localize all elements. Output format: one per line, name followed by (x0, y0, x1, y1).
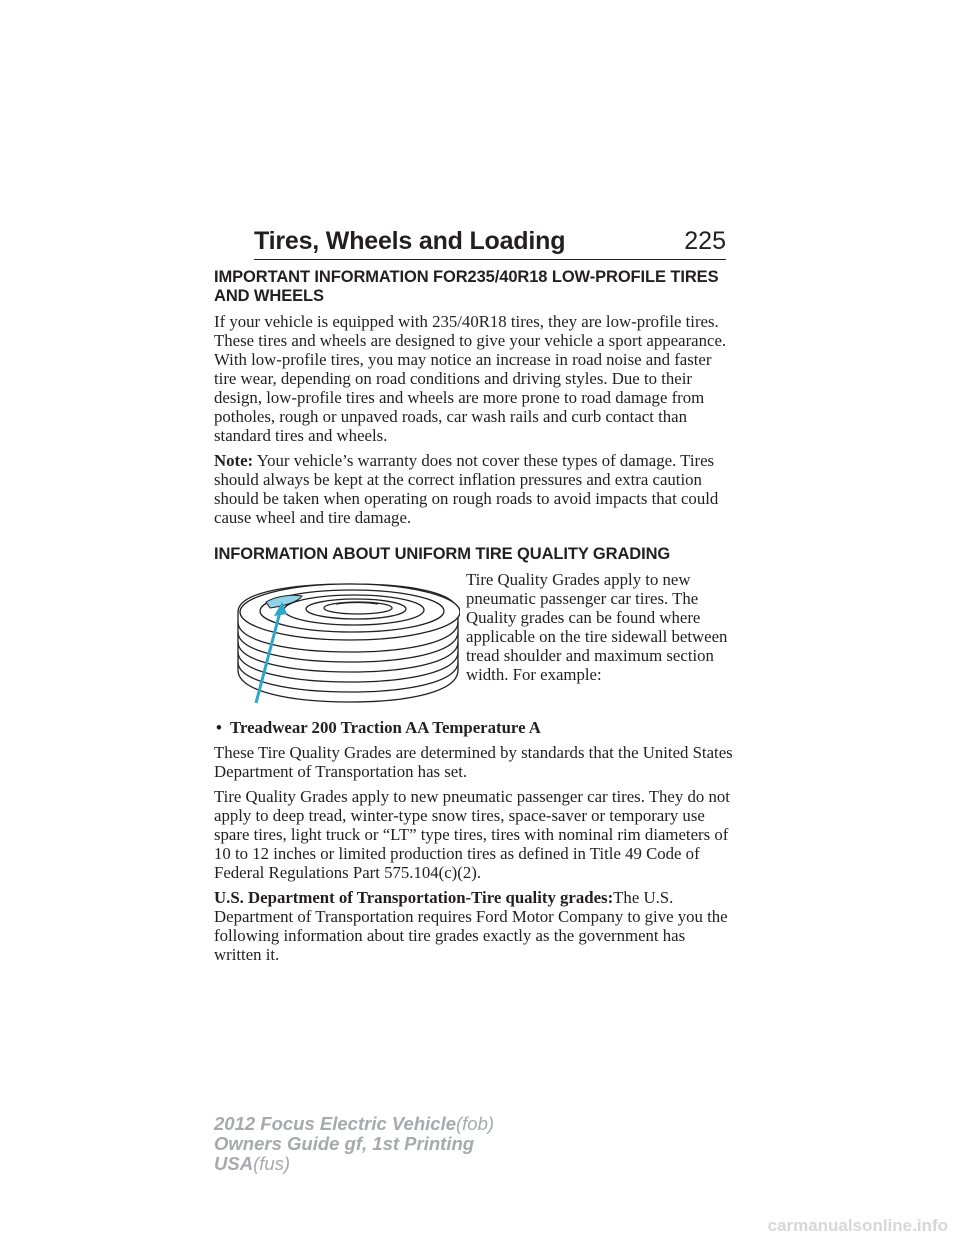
page-footer (214, 1114, 494, 1174)
watermark-text: carmanualsonline.info (767, 1216, 948, 1235)
dot-requirements-paragraph (214, 888, 734, 964)
bullet-icon: • (216, 718, 222, 737)
note-label: Note: (214, 451, 254, 470)
dot-text: The U.S. Department of Transportation requires Ford Motor Company to give you the following information about tire grades exactly as the government has written it. (214, 888, 728, 964)
utqg-heading: INFORMATION ABOUT UNIFORM TIRE QUALITY GRADING (214, 545, 671, 563)
quality-grade-example-text: Treadwear 200 Traction AA Temperature A (230, 718, 541, 737)
footer-line-market: USA(fus) (214, 1153, 291, 1174)
note-text: Your vehicle’s warranty does not cover these types of damage. Tires should always be kept at the correct inflation pressures and extra caution should be taken when operating on rough roads to avoid impacts that could cause wheel and tire damage. (214, 451, 719, 527)
page-number: 225 (684, 227, 726, 255)
page-header (214, 226, 726, 260)
low-profile-paragraph: If your vehicle is equipped with 235/40R18 tires, they are low-profile tires. These tires and wheels are designed to give your vehicle a sport appearance. With low-profile tires, you may notice an increase in road noise and faster tire wear, depending on road conditions and driving styles. Due to their design, low-profile tires and wheels are more prone to road damage from potholes, rough or unpaved roads, car wash rails and curb contact than standard tires and wheels. (214, 312, 727, 445)
tire-sidewall-illustration (232, 578, 460, 706)
low-profile-heading: IMPORTANT INFORMATION FOR235/40R18 LOW-PROFILE TIRES AND WHEELS (214, 268, 719, 305)
footer-line-vehicle: 2012 Focus Electric Vehicle(fob) (214, 1113, 495, 1134)
page-body (214, 268, 734, 964)
utqg-standards-paragraph: These Tire Quality Grades are determined by standards that the United States Department of Transportation has set. (214, 743, 733, 781)
footer-line-guide: Owners Guide gf, 1st Printing (214, 1133, 475, 1154)
tire-figure-caption (466, 570, 734, 684)
header-divider (254, 259, 726, 260)
quality-grade-example (214, 718, 734, 737)
figure-description: Tire Quality Grades apply to new pneumatic passenger car tires. The Quality grades can be found where applicable on the tire sidewall between tread shoulder and maximum section width. For example: (466, 570, 728, 684)
dot-label: U.S. Department of Transportation-Tire quality grades: (214, 888, 614, 907)
low-profile-note (214, 451, 734, 527)
tire-figure-block (214, 570, 734, 718)
section-title: Tires, Wheels and Loading (254, 227, 566, 255)
utqg-applicability-paragraph: Tire Quality Grades apply to new pneumatic passenger car tires. They do not apply to deep tread, winter-type snow tires, space-saver or temporary use spare tires, light truck or “LT” type tires, tires with nominal rim diameters of 10 to 12 inches or limited production tires as defined in Title 49 Code of Federal Regulations Part 575.104(c)(2). (214, 787, 730, 882)
